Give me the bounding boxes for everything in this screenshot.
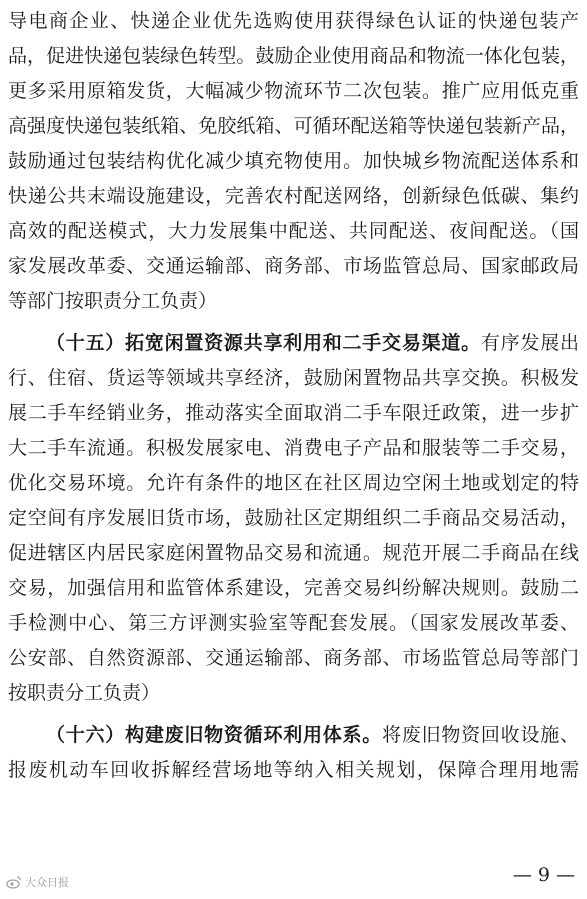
paragraph-line: 报废机动车回收拆解经营场地等纳入相关规划，保障合理用地需 bbox=[8, 759, 579, 781]
paragraph-line: 公安部、自然资源部、交通运输部、商务部、市场监管总局等部门 bbox=[8, 647, 579, 669]
watermark bbox=[6, 872, 69, 892]
paragraph-line: 大二手车流通。积极发展家电、消费电子产品和服装等二手交易， bbox=[8, 437, 579, 459]
section-heading: （十六）构建废旧物资循环利用体系。 bbox=[46, 724, 383, 746]
paragraph-line: 更多采用原箱发货，大幅减少物流环节二次包装。推广应用低克重 bbox=[8, 80, 579, 102]
paragraph-line: 鼓励通过包装结构优化减少填充物使用。加快城乡物流配送体系和 bbox=[8, 150, 579, 172]
weibo-logo-icon bbox=[6, 875, 22, 889]
watermark-text: 大众日报 bbox=[25, 876, 69, 889]
paragraph-line: 导电商企业、快递企业优先选购使用获得绿色认证的快递包装产 bbox=[8, 10, 579, 32]
paragraph-line: 快递公共末端设施建设，完善农村配送网络，创新绿色低碳、集约 bbox=[8, 185, 579, 207]
paragraph-line: 品，促进快递包装绿色转型。鼓励企业使用商品和物流一体化包装， bbox=[8, 45, 579, 67]
paragraph-line: 等部门按职责分工负责） bbox=[8, 290, 218, 312]
page-number: — 9 — bbox=[512, 864, 575, 886]
paragraph-line: 高强度快递包装纸箱、免胶纸箱、可循环配送箱等快递包装新产品， bbox=[8, 115, 579, 137]
paragraph-line: 促进辖区内居民家庭闲置物品交易和流通。规范开展二手商品在线 bbox=[8, 542, 579, 564]
paragraph-text: 将废旧物资回收设施、 bbox=[382, 724, 579, 746]
paragraph-line: 展二手车经销业务，推动落实全面取消二手车限迁政策，进一步扩 bbox=[8, 402, 579, 424]
paragraph-line: 交易，加强信用和监管体系建设，完善交易纠纷解决规则。鼓励二 bbox=[8, 577, 579, 599]
paragraph-line: 定空间有序发展旧货市场，鼓励社区定期组织二手商品交易活动， bbox=[8, 507, 579, 529]
section-heading-line bbox=[8, 718, 579, 752]
paragraph-line: 高效的配送模式，大力发展集中配送、共同配送、夜间配送。（国 bbox=[8, 220, 579, 242]
section-heading: （十五）拓宽闲置资源共享利用和二手交易渠道。 bbox=[46, 332, 481, 354]
section-heading-line bbox=[8, 326, 579, 360]
paragraph-line: 家发展改革委、交通运输部、商务部、市场监管总局、国家邮政局 bbox=[8, 255, 579, 277]
paragraph-line: 按职责分工负责） bbox=[8, 682, 161, 704]
paragraph-text: 有序发展出 bbox=[480, 332, 579, 354]
paragraph-line: 手检测中心、第三方评测实验室等配套发展。（国家发展改革委、 bbox=[8, 612, 579, 634]
paragraph-line: 行、住宿、货运等领域共享经济，鼓励闲置物品共享交换。积极发 bbox=[8, 367, 579, 389]
paragraph-line: 优化交易环境。允许有条件的地区在社区周边空闲土地或划定的特 bbox=[8, 472, 579, 494]
